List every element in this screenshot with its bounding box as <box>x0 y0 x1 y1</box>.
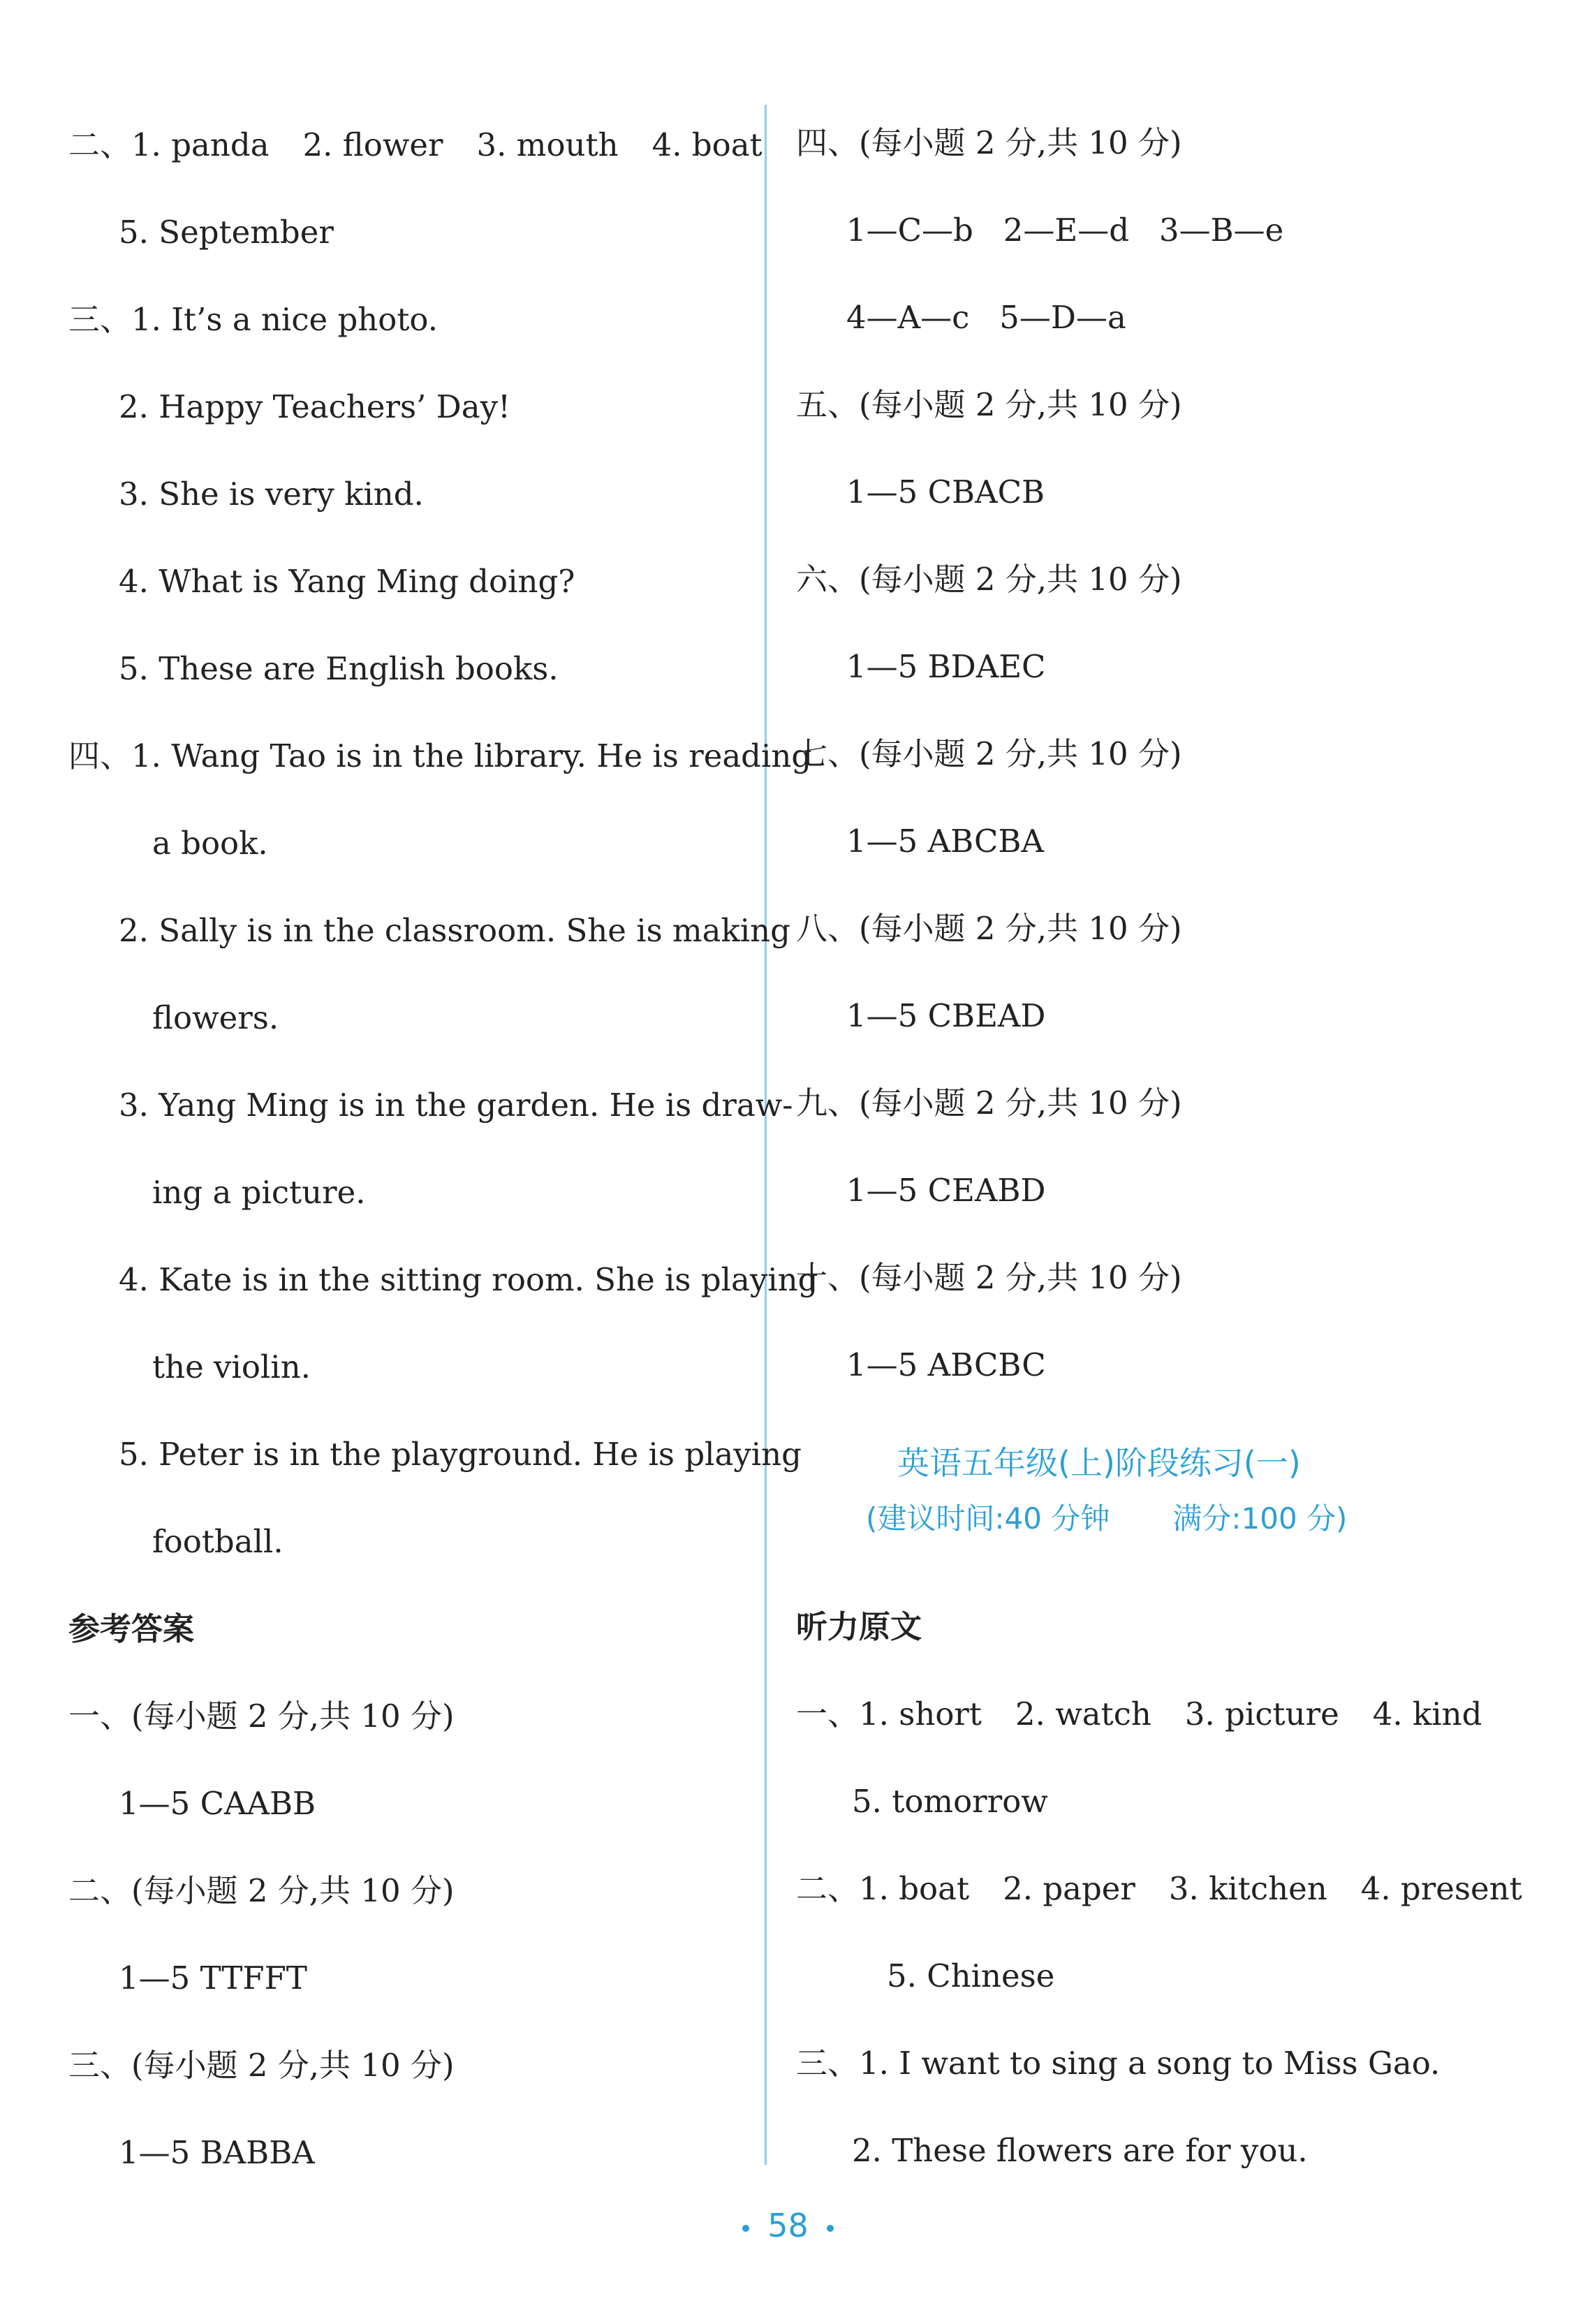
q2-label: 二、 <box>68 126 132 163</box>
q2-item-5: 5. September <box>119 214 334 251</box>
a2-answer: 1—5 TTFFT <box>119 1959 307 1996</box>
q3-item-4: 4. What is Yang Ming doing? <box>119 563 575 600</box>
l3-item-2: 2. These flowers are for you. <box>852 2132 1308 2169</box>
l3-row-1 <box>796 2043 1440 2084</box>
a6-header: 六、(每小题 2 分,共 10 分) <box>796 561 1182 598</box>
dot-left-icon <box>742 2225 749 2232</box>
l1-item-4: 4. kind <box>1372 1696 1482 1733</box>
section-time: (建议时间:40 分钟 <box>866 1501 1110 1536</box>
section-score: 满分:100 分) <box>1172 1501 1348 1536</box>
a8-answer: 1—5 CBEAD <box>846 997 1046 1034</box>
column-divider <box>765 105 767 2165</box>
q2-item-4: 4. boat <box>651 126 763 163</box>
l1-row <box>796 1693 1482 1735</box>
q4-item-1a: 1. Wang Tao is in the library. He is reading <box>131 737 812 774</box>
q4-item-2b: flowers. <box>152 999 279 1036</box>
a2-header: 二、(每小题 2 分,共 10 分) <box>68 1872 455 1909</box>
a10-answer: 1—5 ABCBC <box>846 1346 1046 1383</box>
a3-header: 三、(每小题 2 分,共 10 分) <box>68 2047 455 2084</box>
q3-item-5: 5. These are English books. <box>119 650 559 687</box>
a7-answer: 1—5 ABCBA <box>846 823 1044 860</box>
l2-item-3: 3. kitchen <box>1168 1870 1327 1907</box>
q2-item-1: 1. panda <box>131 126 270 163</box>
a8-header: 八、(每小题 2 分,共 10 分) <box>796 910 1182 947</box>
l1-item-5: 5. tomorrow <box>852 1783 1048 1820</box>
a5-answer: 1—5 CBACB <box>846 473 1045 510</box>
q4-item-4b: the violin. <box>152 1348 311 1385</box>
q3-row-1 <box>68 299 438 341</box>
a10-header: 十、(每小题 2 分,共 10 分) <box>796 1259 1182 1296</box>
a4-header: 四、(每小题 2 分,共 10 分) <box>796 124 1182 161</box>
page-number <box>0 2207 1576 2244</box>
q2-item-3: 3. mouth <box>476 126 619 163</box>
l2-item-1: 1. boat <box>859 1870 970 1907</box>
a9-answer: 1—5 CEABD <box>846 1172 1046 1209</box>
q2-item-2: 2. flower <box>302 126 443 163</box>
q4-item-3a: 3. Yang Ming is in the garden. He is draw- <box>119 1087 793 1124</box>
q4-item-5a: 5. Peter is in the playground. He is playing <box>119 1436 802 1473</box>
q3-label: 三、 <box>68 301 132 338</box>
a3-answer: 1—5 BABBA <box>119 2134 315 2171</box>
l2-item-2: 2. paper <box>1003 1870 1135 1907</box>
section-subtitle <box>866 1498 1347 1540</box>
q4-row-1 <box>68 735 811 777</box>
l1-label: 一、 <box>796 1696 860 1733</box>
a4-line-1: 1—C—b 2—E—d 3—B—e <box>846 212 1284 249</box>
l2-label: 二、 <box>796 1870 860 1907</box>
page-number-value: 58 <box>767 2207 809 2244</box>
a5-header: 五、(每小题 2 分,共 10 分) <box>796 386 1182 423</box>
q2-row <box>68 124 763 166</box>
q4-item-3b: ing a picture. <box>152 1174 366 1211</box>
q3-item-3: 3. She is very kind. <box>119 476 424 513</box>
l2-item-4: 4. present <box>1360 1870 1522 1907</box>
q3-item-1: 1. It’s a nice photo. <box>131 301 439 338</box>
section-title: 英语五年级(上)阶段练习(一) <box>897 1444 1301 1482</box>
a6-answer: 1—5 BDAEC <box>846 648 1046 685</box>
a1-answer: 1—5 CAABB <box>119 1785 316 1822</box>
l2-row <box>796 1868 1522 1910</box>
l1-item-2: 2. watch <box>1015 1696 1151 1733</box>
l3-label: 三、 <box>796 2045 860 2082</box>
a9-header: 九、(每小题 2 分,共 10 分) <box>796 1084 1182 1121</box>
l2-item-5: 5. Chinese <box>887 1957 1055 1994</box>
q4-item-5b: football. <box>152 1523 283 1560</box>
q4-item-2a: 2. Sally is in the classroom. She is making <box>119 912 790 949</box>
a4-line-2: 4—A—c 5—D—a <box>846 299 1126 336</box>
q4-item-4a: 4. Kate is in the sitting room. She is playing <box>119 1261 818 1298</box>
q3-item-2: 2. Happy Teachers’ Day! <box>119 388 511 425</box>
l1-item-3: 3. picture <box>1184 1696 1339 1733</box>
dot-right-icon <box>827 2225 834 2232</box>
listening-title: 听力原文 <box>796 1608 922 1645</box>
q4-item-1b: a book. <box>152 825 268 862</box>
q4-label: 四、 <box>68 737 132 774</box>
a1-header: 一、(每小题 2 分,共 10 分) <box>68 1698 455 1735</box>
l3-item-1: 1. I want to sing a song to Miss Gao. <box>859 2045 1441 2082</box>
answers-title: 参考答案 <box>68 1610 195 1647</box>
a7-header: 七、(每小题 2 分,共 10 分) <box>796 735 1182 772</box>
l1-item-1: 1. short <box>859 1696 982 1733</box>
